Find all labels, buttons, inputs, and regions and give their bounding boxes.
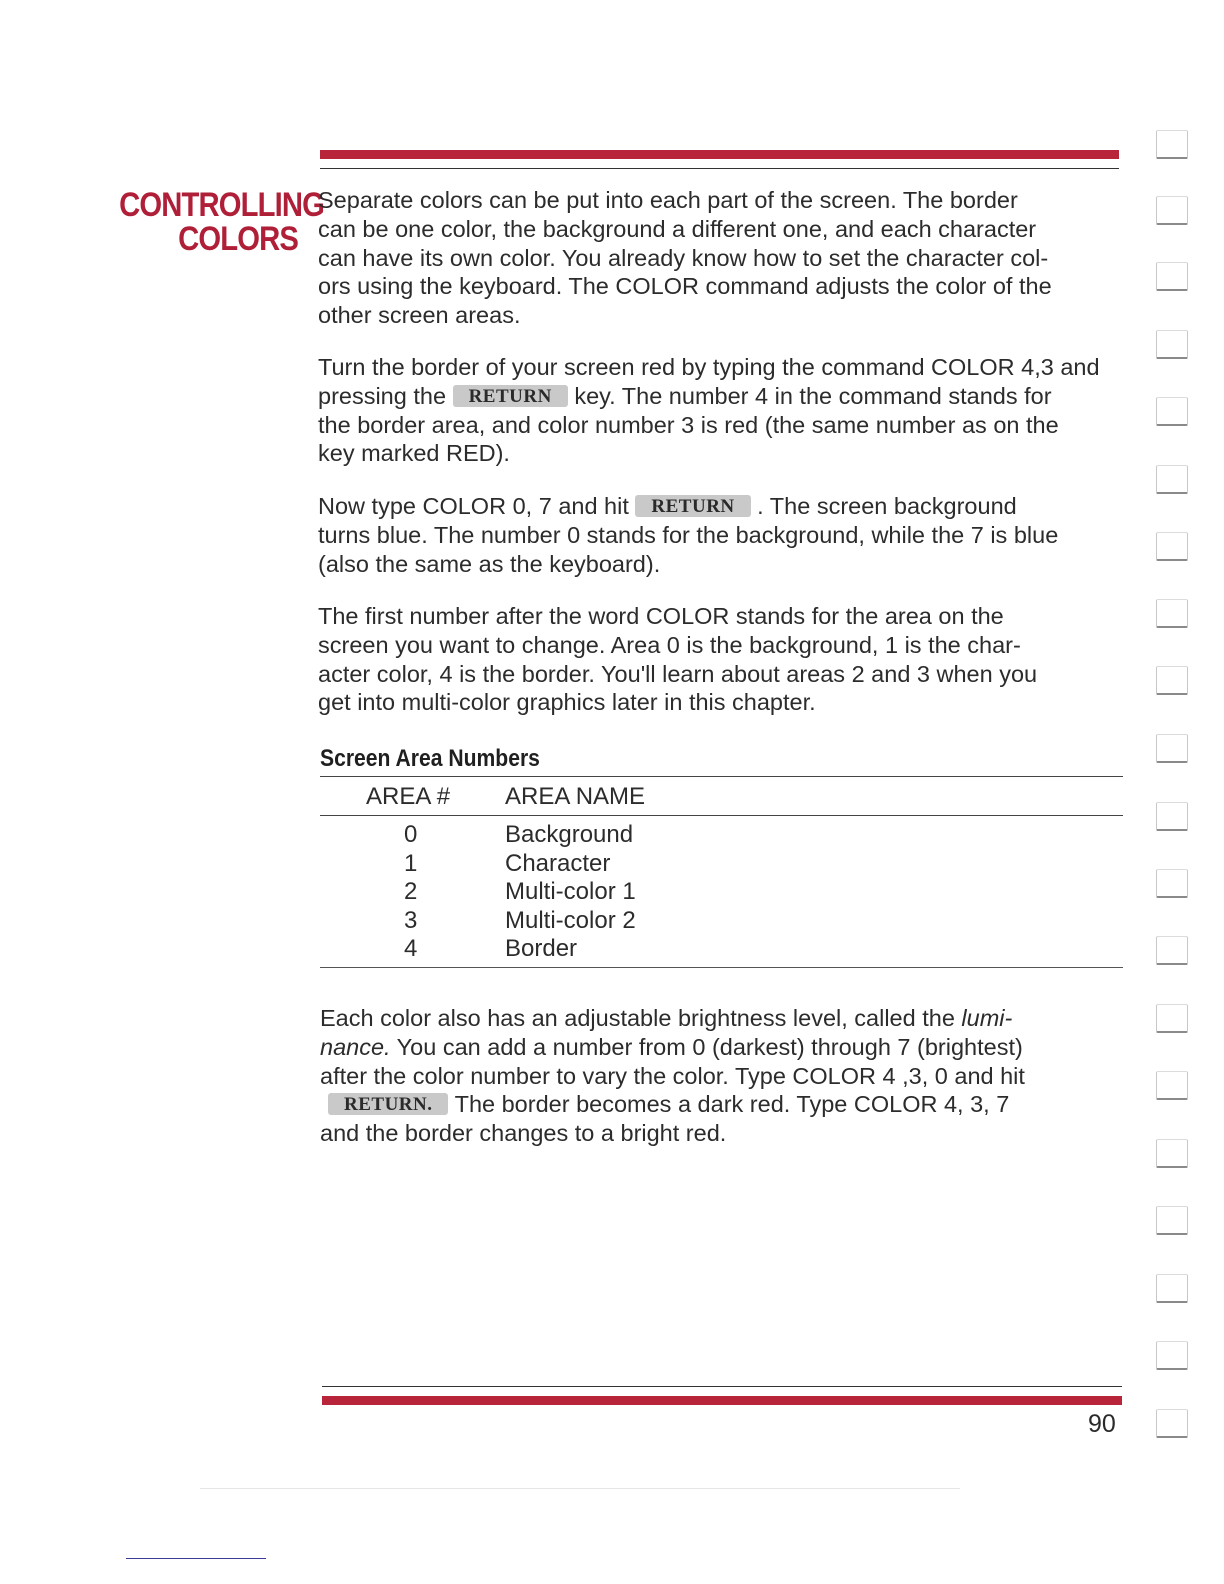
table-body [320,816,1123,968]
bottom-thin-rule [322,1386,1122,1387]
paragraph-line: acter color, 4 is the border. You'll learn about areas 2 and 3 when you [318,660,1038,687]
area-name: Background [505,821,634,848]
text-run: Now type COLOR 0, 7 and hit [318,493,636,519]
area-name: Multi-color 2 [505,906,636,934]
binder-ring-tab [1156,936,1188,965]
binder-ring-tab [1156,1206,1188,1235]
top-accent-rule [320,150,1119,159]
table-row [320,935,1123,964]
screen-area-table [320,776,1123,968]
paragraph-line: (also the same as the keyboard). [318,550,661,577]
table-header-row [320,776,1123,816]
area-name: Border [505,935,578,962]
section-title [119,186,325,258]
section-title-line-2: COLORS [178,220,298,258]
paragraph-intro [318,186,1158,330]
paragraph-line: ors using the keyboard. The COLOR command adjusts the color of the [318,273,1052,300]
text-run: . The screen background [750,493,1017,519]
scan-mark [126,1558,266,1559]
binder-ring-tab [1156,599,1188,628]
text-run: pressing the [318,382,453,409]
return-key-label: RETURN [453,385,568,407]
table-title: Screen Area Numbers [320,745,540,772]
binder-ring-tab [1156,262,1188,291]
table-row [320,821,1123,850]
paragraph-line: and the border changes to a bright red. [320,1120,727,1147]
paragraph-line [318,492,1158,521]
binder-ring-tab [1156,1341,1188,1370]
paragraph-line [318,382,1158,411]
italic-term: lumi- [961,1005,1013,1031]
binder-ring-tab [1156,666,1188,695]
top-thin-rule [320,168,1119,169]
table-row [320,907,1123,936]
italic-term: nance. [320,1033,391,1060]
paragraph-area-explanation [318,602,1158,717]
paragraph-line: can have its own color. You already know how to set the character col- [318,244,1049,271]
paragraph-line: key marked RED). [318,440,510,467]
binder-ring-tab [1156,1139,1188,1168]
section-title-line-1: CONTROLLING [119,186,325,224]
scan-edge-line [200,1488,960,1489]
area-name: Character [505,849,611,877]
page-number: 90 [1088,1410,1116,1438]
area-number: 2 [404,878,418,905]
paragraph-line [320,1004,1160,1033]
area-number: 1 [404,849,418,877]
paragraph-line [320,1033,1160,1062]
paragraph-background-blue [318,492,1158,578]
paragraph-line: can be one color, the background a different one, and each character [318,215,1037,242]
paragraph-line: screen you want to change. Area 0 is the background, 1 is the char- [318,631,1021,658]
binder-ring-tab [1156,397,1188,426]
paragraph-luminance [320,1004,1160,1148]
paragraph-line: other screen areas. [318,302,521,329]
paragraph-line: turns blue. The number 0 stands for the background, while the 7 is blue [318,521,1059,548]
binder-ring-tab [1156,1409,1188,1438]
paragraph-line: Turn the border of your screen red by typing the command COLOR 4,3 and [318,354,1100,380]
text-run: The border becomes a dark red. Type COLOR 4, 3, 7 [448,1091,1010,1118]
paragraph-line: The first number after the word COLOR stands for the area on the [318,603,1004,629]
text-run: key. The number 4 in the command stands for [567,382,1052,409]
binder-ring-tab [1156,330,1188,359]
paragraph-line: get into multi-color graphics later in this chapter. [318,689,816,716]
bottom-accent-rule [322,1396,1122,1405]
binder-ring-tab [1156,802,1188,831]
binder-ring-tab [1156,130,1188,159]
binder-ring-tab [1156,1071,1188,1100]
binder-ring-tab [1156,869,1188,898]
return-key-label: RETURN. [328,1093,448,1115]
binder-ring-tab [1156,196,1188,225]
paragraph-border-red [318,353,1158,468]
column-header-area-name: AREA NAME [505,783,646,810]
text-run: You can add a number from 0 (darkest) through 7 (brightest) [390,1033,1023,1060]
paragraph-line: the border area, and color number 3 is red (the same number as on the [318,411,1059,438]
area-name: Multi-color 1 [505,878,636,905]
binder-ring-tab [1156,1004,1188,1033]
binder-ring-tab [1156,465,1188,494]
area-number: 0 [404,821,418,848]
text-run: Each color also has an adjustable brightness level, called the [320,1005,962,1031]
column-header-area-number: AREA # [366,783,451,810]
table-row [320,850,1123,879]
binder-ring-tab [1156,532,1188,561]
table-row [320,878,1123,907]
paragraph-line: after the color number to vary the color. Type COLOR 4 ,3, 0 and hit [320,1062,1025,1089]
area-number: 3 [404,906,418,934]
paragraph-line [320,1090,1160,1119]
return-key-label: RETURN [635,495,750,517]
binder-ring-tab [1156,734,1188,763]
paragraph-line: Separate colors can be put into each part of the screen. The border [318,187,1018,213]
binder-ring-tab [1156,1274,1188,1303]
area-number: 4 [404,935,418,962]
